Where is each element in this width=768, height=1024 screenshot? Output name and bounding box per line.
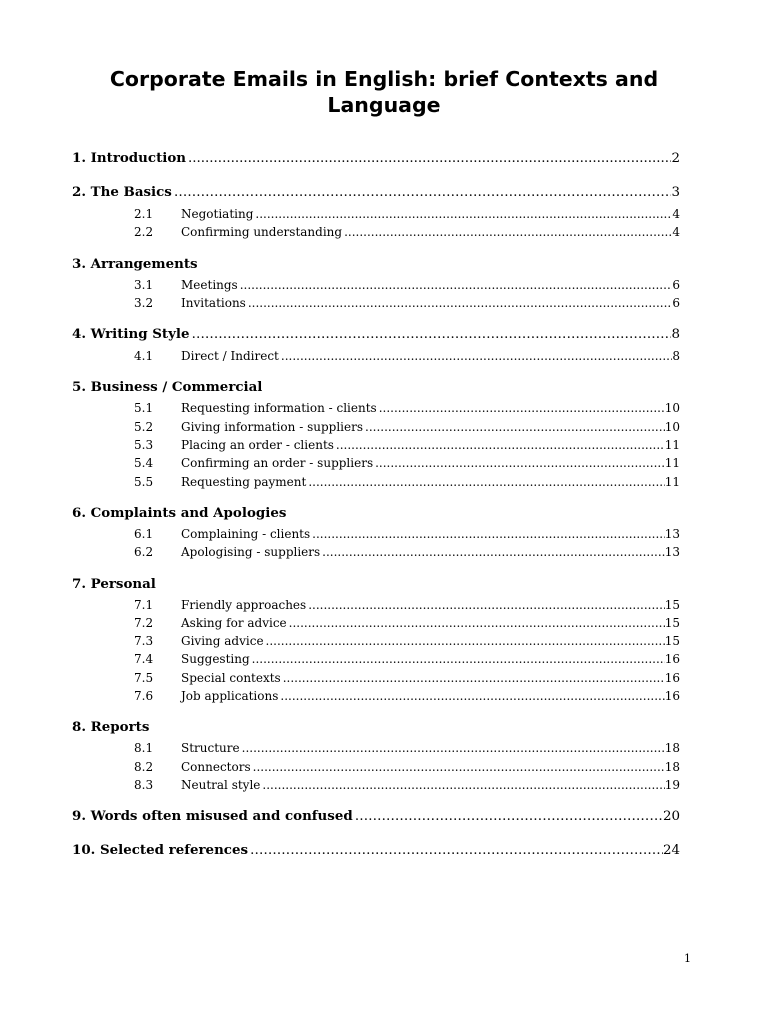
toc-subsection-label: Complaining - clients: [181, 526, 311, 541]
dot-leader: [308, 475, 664, 489]
toc-subsection-number: 2.1: [134, 207, 154, 221]
toc-subsection: [72, 349, 680, 367]
toc-subsection-label: Requesting information - clients: [181, 401, 377, 416]
toc-section-label: 3. Arrangements: [72, 255, 198, 272]
dot-leader: [174, 185, 672, 200]
toc-subsection: [72, 225, 680, 243]
toc-subsection: [72, 598, 680, 616]
toc-page-number: 13: [664, 526, 680, 541]
toc-section-7: [72, 576, 680, 596]
toc-section-3: [72, 256, 680, 276]
dot-leader: [248, 296, 673, 310]
toc-subsection-number: 7.6: [134, 689, 154, 704]
toc-page-number: 15: [664, 597, 680, 612]
dot-leader: [188, 151, 671, 166]
toc-page-number: 3: [671, 185, 680, 200]
toc-subsection: [72, 689, 680, 707]
toc-section-2: [72, 184, 680, 204]
dot-leader: [289, 616, 665, 630]
toc-page-number: 11: [664, 456, 680, 471]
toc-subsection: [72, 438, 680, 456]
toc-page-number: 16: [664, 689, 680, 704]
toc-subsection-number: 5.2: [134, 419, 154, 434]
toc-section-label: 2. The Basics: [72, 184, 172, 200]
dot-leader: [336, 438, 665, 452]
toc-section-6: [72, 505, 680, 525]
toc-subsection-label: Placing an order - clients: [181, 438, 334, 453]
toc-section-label: 10. Selected references: [72, 842, 249, 859]
toc-subsection: [72, 420, 680, 438]
toc-section-4: [72, 326, 680, 346]
dot-leader: [283, 671, 665, 685]
toc-subsection-label: Job applications: [181, 689, 279, 704]
toc-subsection-label: Confirming understanding: [181, 225, 343, 240]
toc-subsection-label: Invitations: [181, 295, 246, 310]
toc-subsection-number: 4.1: [134, 349, 154, 364]
toc-section-label: 9. Words often misused and confused: [72, 808, 353, 825]
toc-subsection-label: Special contexts: [181, 670, 281, 685]
dot-leader: [266, 634, 665, 648]
toc-subsection: [72, 671, 680, 689]
toc-subsection-label: Apologising - suppliers: [181, 545, 321, 560]
toc-subsection-number: 5.1: [134, 401, 154, 416]
toc-page-number: 18: [664, 759, 680, 774]
toc-subsection-number: 8.3: [134, 777, 154, 792]
toc-section-label: 4. Writing Style: [72, 326, 190, 343]
toc-subsection-label: Meetings: [181, 277, 238, 292]
toc-page-number: 16: [664, 652, 680, 667]
toc-subsection-number: 8.2: [134, 759, 154, 774]
toc-subsection: [72, 527, 680, 545]
toc-page-number: 15: [664, 615, 680, 630]
dot-leader: [375, 456, 665, 470]
toc-section-label: 8. Reports: [72, 719, 150, 736]
toc-subsection-number: 6.2: [134, 545, 154, 560]
toc-page-number: 10: [664, 401, 680, 416]
toc-page-number: 11: [664, 474, 680, 489]
toc-subsection-number: 5.3: [134, 438, 154, 453]
toc-subsection-number: 8.1: [134, 741, 154, 756]
dot-leader: [281, 349, 672, 363]
toc-subsection: [72, 545, 680, 563]
toc-subsection-label: Requesting payment: [181, 474, 307, 489]
toc-page-number: 13: [664, 545, 680, 560]
toc-subsection: [72, 616, 680, 634]
toc-subsection: [72, 475, 680, 493]
toc-section-8: [72, 719, 680, 739]
toc-subsection-number: 3.1: [134, 277, 154, 292]
toc-section-1: [72, 150, 680, 170]
toc-subsection-number: 7.2: [134, 615, 154, 630]
toc-subsection: [72, 296, 680, 314]
toc-section-label: 5. Business / Commercial: [72, 379, 263, 396]
page-number: 1: [684, 952, 691, 965]
toc-section-9: [72, 808, 680, 828]
dot-leader: [240, 278, 673, 292]
toc-page-number: 4: [672, 225, 680, 240]
toc-page-number: 2: [671, 151, 680, 166]
toc-subsection-number: 7.1: [134, 597, 154, 612]
table-of-contents: [72, 150, 680, 876]
toc-page-number: 4: [672, 207, 680, 221]
toc-subsection-label: Connectors: [181, 759, 251, 774]
dot-leader: [312, 527, 665, 541]
toc-subsection-number: 2.2: [134, 225, 154, 240]
toc-section-label: 7. Personal: [72, 575, 156, 592]
toc-page-number: 24: [662, 843, 680, 859]
toc-subsection: [72, 634, 680, 652]
toc-subsection-label: Giving advice: [181, 634, 264, 649]
dot-leader: [255, 207, 672, 221]
toc-subsection-number: 5.5: [134, 474, 154, 489]
dot-leader: [250, 843, 663, 858]
toc-page-number: 11: [664, 438, 680, 453]
toc-page-number: 8: [671, 327, 680, 343]
toc-subsection-label: Confirming an order - suppliers: [181, 456, 374, 471]
dot-leader: [379, 401, 665, 415]
toc-subsection: [72, 741, 680, 759]
toc-section-5: [72, 379, 680, 399]
dot-leader: [355, 809, 663, 824]
toc-section-label: 6. Complaints and Apologies: [72, 504, 287, 521]
toc-subsection-label: Negotiating: [181, 207, 254, 221]
toc-subsection: [72, 278, 680, 296]
toc-subsection-label: Asking for advice: [181, 615, 287, 630]
toc-page-number: 8: [672, 349, 680, 364]
toc-subsection: [72, 456, 680, 474]
toc-page-number: 6: [672, 277, 680, 292]
dot-leader: [253, 760, 665, 774]
dot-leader: [365, 420, 665, 434]
toc-page-number: 19: [664, 777, 680, 792]
toc-page-number: 20: [662, 809, 680, 825]
toc-subsection-label: Direct / Indirect: [181, 349, 279, 364]
dot-leader: [242, 741, 665, 755]
toc-page-number: 15: [664, 634, 680, 649]
toc-page-number: 10: [664, 419, 680, 434]
toc-subsection-label: Structure: [181, 741, 240, 756]
toc-subsection: [72, 778, 680, 796]
dot-leader: [308, 598, 665, 612]
toc-subsection-number: 7.4: [134, 652, 154, 667]
toc-subsection: [72, 652, 680, 670]
toc-subsection-label: Suggesting: [181, 652, 250, 667]
toc-subsection-label: Giving information - suppliers: [181, 419, 363, 434]
toc-section-10: [72, 842, 680, 862]
toc-subsection-label: Neutral style: [181, 777, 261, 792]
toc-subsection: [72, 760, 680, 778]
dot-leader: [344, 225, 672, 239]
dot-leader: [192, 327, 672, 342]
dot-leader: [262, 778, 664, 792]
dot-leader: [280, 689, 664, 703]
toc-section-label: 1. Introduction: [72, 150, 187, 166]
toc-subsection-number: 7.3: [134, 634, 154, 649]
toc-subsection-number: 3.2: [134, 295, 154, 310]
toc-subsection-number: 5.4: [134, 456, 154, 471]
toc-page-number: 18: [664, 741, 680, 756]
toc-subsection: [72, 207, 680, 225]
document-title: Corporate Emails in English: brief Contexts and Language: [109, 67, 659, 117]
toc-page-number: 6: [672, 295, 680, 310]
toc-subsection-label: Friendly approaches: [181, 597, 307, 612]
dot-leader: [252, 652, 665, 666]
toc-subsection: [72, 401, 680, 419]
toc-page-number: 16: [664, 670, 680, 685]
dot-leader: [322, 545, 665, 559]
toc-subsection-number: 6.1: [134, 526, 154, 541]
toc-subsection-number: 7.5: [134, 670, 154, 685]
